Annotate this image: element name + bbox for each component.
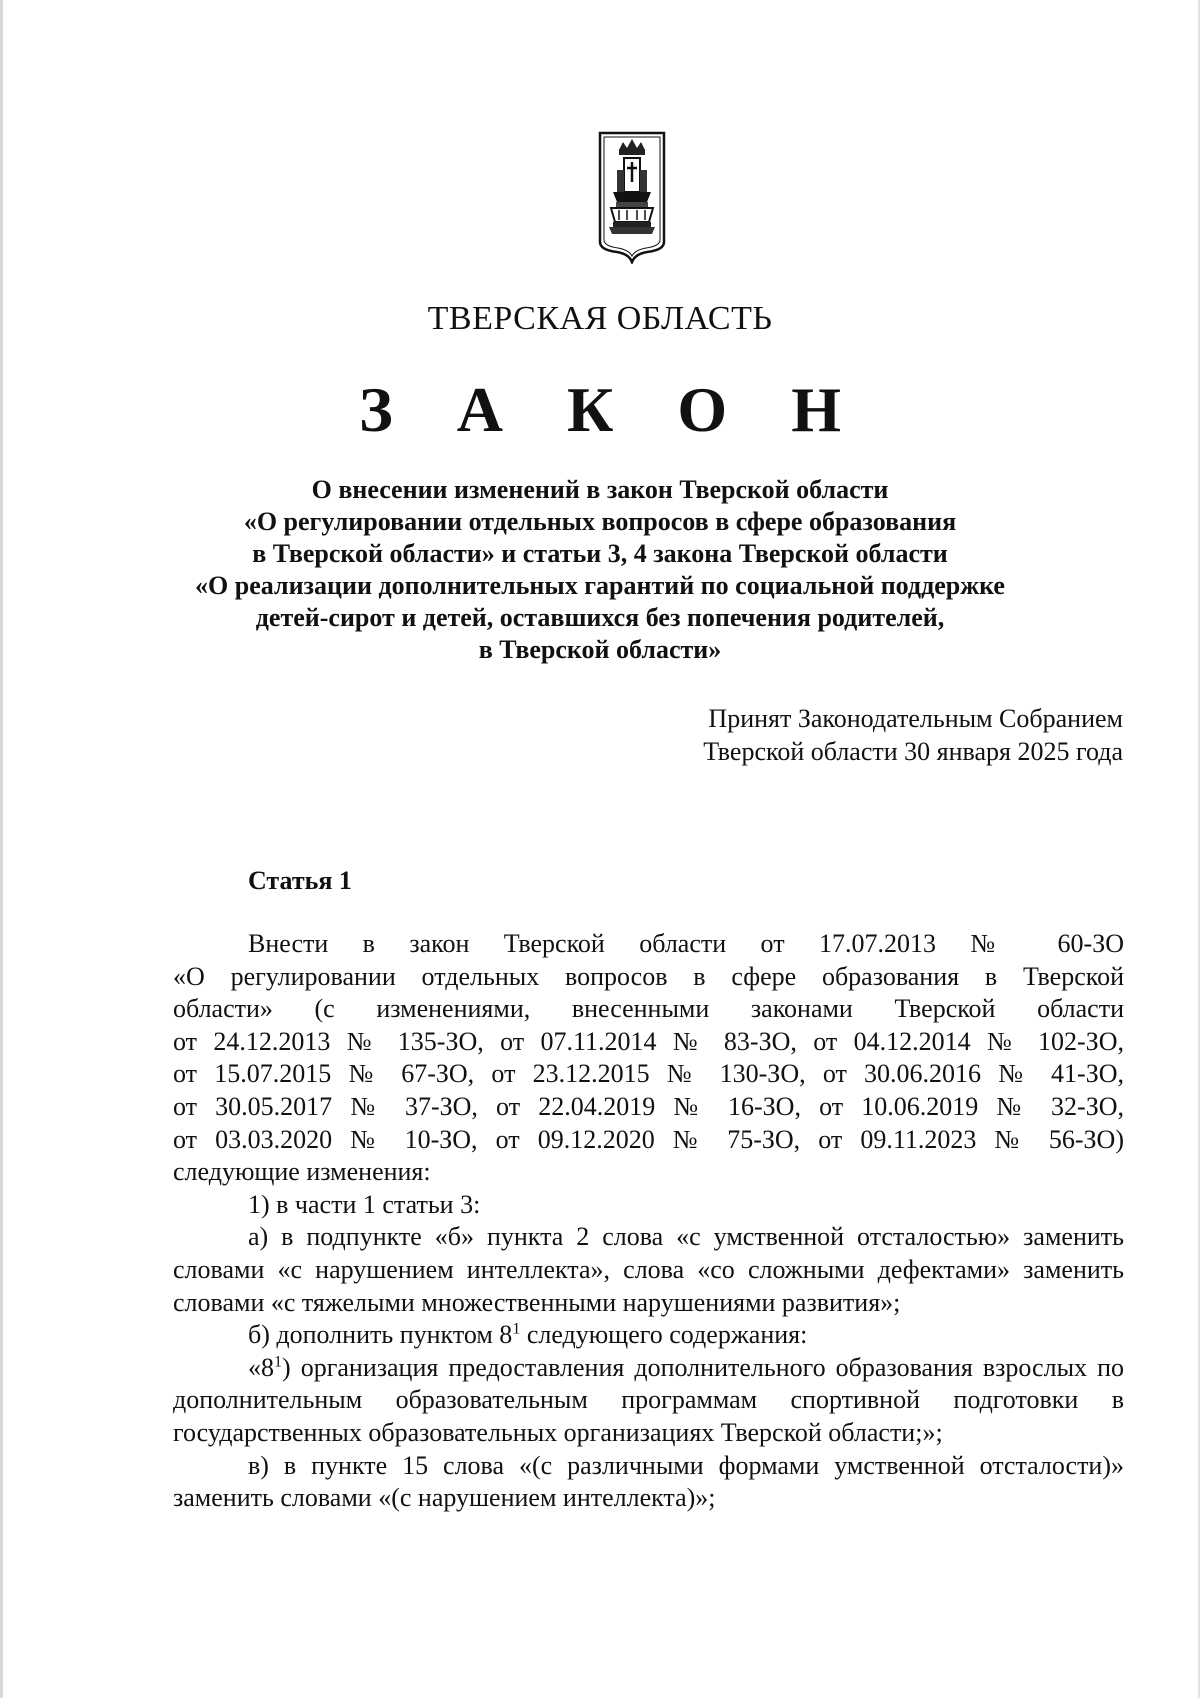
adoption-line: Принят Законодательным Собранием [708,704,1123,733]
adoption-line: Тверской области 30 января 2025 года [703,737,1123,766]
intro-line: Внести в закон Тверской области от 17.07.2013 № 60-ЗО [248,929,1124,958]
article-body [173,928,1124,1515]
intro-line: следующие изменения: [173,1157,431,1187]
title-line: «О реализации дополнительных гарантий по социальной поддержке [195,571,1005,600]
list-item: в) в пункте 15 слова «(с различными формами умственной отсталости)» заменить словами «(с нарушением интеллекта)»; [173,1450,1124,1513]
title-line: в Тверской области» [478,635,722,664]
scan-edge-left [0,0,3,1698]
list-item [173,1319,1124,1352]
coat-of-arms-emblem [597,130,667,264]
title-line: О внесении изменений в закон Тверской области [311,475,889,504]
title-line: детей-сирот и детей, оставшихся без попечения родителей, [255,603,945,632]
item-text: ) организация предоставления дополнительного образования взрослых по дополнительным образовательным программам спортивной подготовки в государственных образовательных организациях Тверской области;»; [173,1352,1124,1447]
intro-line: от 03.03.2020 № 10-ЗО, от 09.12.2020 № 75-ЗО, от 09.11.2023 № 56-ЗО) [173,1124,1124,1154]
document-type-heading: З А К О Н [359,374,865,445]
article-heading: Статья 1 [248,866,352,895]
region-name: ТВЕРСКАЯ ОБЛАСТЬ [427,300,773,337]
law-title [190,474,1010,666]
intro-line: от 24.12.2013 № 135-ЗО, от 07.11.2014 № 83-ЗО, от 04.12.2014 № 102-ЗО, [173,1026,1124,1056]
list-item: 1) в части 1 статьи 3: [248,1189,481,1219]
adoption-note [703,702,1123,768]
list-item [173,1352,1124,1450]
superscript: 1 [274,1353,282,1371]
intro-line: «О регулировании отдельных вопросов в сфере образования в Тверской [173,961,1124,991]
item-text: следующего содержания: [520,1320,808,1350]
title-line: «О регулировании отдельных вопросов в сфере образования [243,507,957,536]
intro-line: от 30.05.2017 № 37-ЗО, от 22.04.2019 № 16-ЗО, от 10.06.2019 № 32-ЗО, [173,1091,1124,1121]
item-text: «8 [248,1352,274,1382]
intro-line: области» (с изменениями, внесенными законами Тверской области [173,994,1124,1024]
item-text: б) дополнить пунктом 8 [248,1320,513,1350]
superscript: 1 [512,1320,521,1338]
intro-line: от 15.07.2015 № 67-ЗО, от 23.12.2015 № 130-ЗО, от 30.06.2016 № 41-ЗО, [173,1059,1124,1089]
list-item: а) в подпункте «б» пункта 2 слова «с умственной отсталостью» заменить словами «с нарушением интеллекта», слова «со сложными дефектами» заменить словами «с тяжелыми множественными нарушениями развития»; [173,1222,1124,1317]
title-line: в Тверской области» и статьи 3, 4 закона Тверской области [252,539,948,568]
